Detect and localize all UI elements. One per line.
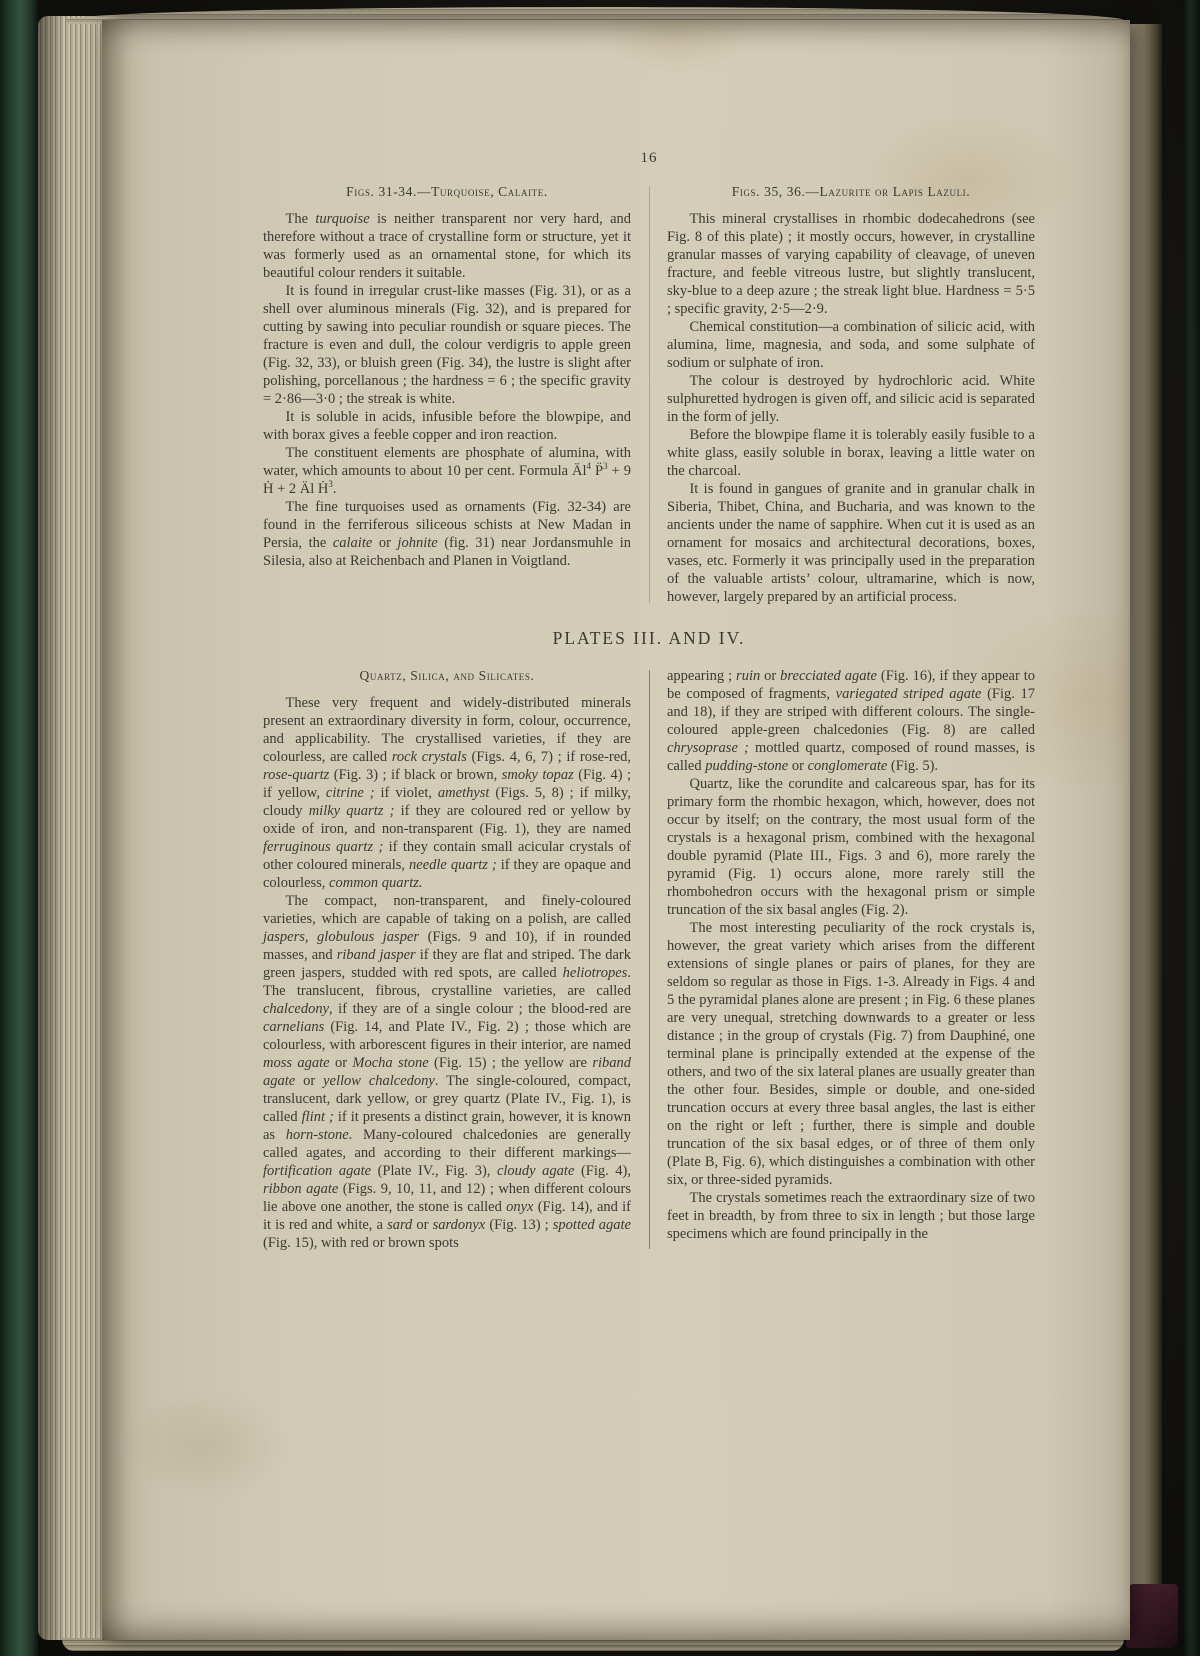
quartz-left-column: [263, 667, 631, 1252]
book-cover-right-edge: [1184, 0, 1200, 1656]
paragraph: The most interesting peculiarity of the rock crystals is, however, the great variety which arises from the different extensions of single planes or pairs of planes, for they are seldom so regular as those in Figs. 1-3. Already in Figs. 4 and 5 the pyramidal planes alone are present ; in Fig. 6 these planes are very unequal, stretching downwards to a greater or less distance ; in the group of crystals (Fig. 7) from Dauphiné, one terminal plane is principally extended at the expense of the others, and two of the six lateral planes are usually greater than the other four. Besides, simple or double, and one-sided truncation occurs at every three basal angles, the last is either on the right or left ; further, there is simple and double truncation of the six basal edges, or of three of them only (Plate B, Fig. 6), which distinguishes a combination with other six, or three-sided pyramids.: [667, 920, 1035, 1188]
book-page: [102, 20, 1130, 1640]
paragraph: Before the blowpipe flame it is tolerably easily fusible to a white glass, easily soluble in borax, leaving a little water on the charcoal.: [667, 427, 1035, 479]
quartz-right-column: [667, 667, 1035, 1252]
paragraph: This mineral crystallises in rhombic dodecahedrons (see Fig. 8 of this plate) ; it mostly occurs, however, in crystalline granular masses of varying capability of cleavage, of uneven fracture, and feeble vitreous lustre, but slightly translucent, sky-blue to a deep azure ; the streak light blue. Hardness = 5·5 ; specific gravity, 2·5—2·9.: [667, 211, 1035, 317]
plates-heading: PLATES III. AND IV.: [552, 628, 746, 648]
paragraph: It is found in gangues of granite and in granular chalk in Siberia, Thibet, China, and Bucharia, and was known to the ancients under the name of sapphire. When cut it is used as an ornament for mosaics and architectural decorations, boxes, vases, etc. Formerly it was principally used in the preparation of the valuable artists’ colour, ultramarine, which is now, however, largely prepared by an artificial process.: [667, 481, 1035, 605]
paragraph: Chemical constitution—a combination of silicic acid, with alumina, lime, magnesia, and soda, and some sulphate of sodium or sulphate of iron.: [667, 319, 1035, 371]
lazurite-heading: Figs. 35, 36.—Lazurite or Lapis Lazuli.: [731, 184, 971, 199]
top-section: [263, 183, 1035, 606]
quartz-right-paragraphs: [667, 667, 1035, 1243]
paragraph: Quartz, like the corundite and calcareous spar, has for its primary form the rhombic hexagon, which, however, does not occur by itself; on the contrary, the most usual form of the crystals is a hexagonal prism, combined with the hexagonal double pyramid (Plate III., Figs. 3 and 6), more rarely the pyramid (Fig. 1) occurs alone, more rarely still the rhombohedron occurs with the hexagonal prism or simple truncation of the six basal angles (Fig. 2).: [667, 776, 1035, 918]
paragraph: These very frequent and widely-distributed minerals present an extraordinary diversity in form, colour, occurrence, and applicability. The crystallised varieties, if they are colourless, are called rock crystals (Figs. 4, 6, 7) ; if rose-red, rose-quartz (Fig. 3) ; if black or brown, smoky topaz (Fig. 4) ; if yellow, citrine ; if violet, amethyst (Figs. 5, 8) ; if milky, cloudy milky quartz ; if they are coloured red or yellow by oxide of iron, and non-transparent (Fig. 1), they are named ferruginous quartz ; if they contain small acicular crystals of other coloured minerals, needle quartz ; if they are opaque and colourless, common quartz.: [263, 695, 632, 891]
paragraph: appearing ; ruin or brecciated agate (Fig. 16), if they appear to be composed of fragments, variegated striped agate (Fig. 17 and 18), if they are striped with different colours. The single-coloured apple-green chalcedonies (Fig. 8) are called chrysoprase ; mottled quartz, composed of round masses, is called pudding-stone or conglomerate (Fig. 5).: [667, 668, 1035, 774]
paragraph: The fine turquoises used as ornaments (Fig. 32-34) are found in the ferriferous siliceous schists at New Madan in Persia, the calaite or johnite (fig. 31) near Jordansmuhle in Silesia, also at Reichenbach and Planen in Voigtland.: [263, 499, 631, 569]
paragraph: The colour is destroyed by hydrochloric acid. White sulphuretted hydrogen is given off, and silicic acid is separated in the form of jelly.: [667, 373, 1035, 425]
page-edges-left: [38, 16, 104, 1640]
lazurite-paragraphs: [667, 210, 1035, 606]
quartz-left-paragraphs: [263, 694, 631, 1252]
page-number: 16: [640, 150, 658, 166]
cover-corner-detail: [1126, 1584, 1178, 1648]
turquoise-paragraphs: [263, 210, 631, 570]
quartz-section: [263, 667, 1035, 1252]
book-spine: [0, 0, 38, 1656]
paragraph: The compact, non-transparent, and finely-coloured varieties, which are capable of taking on a polish, are called jaspers, globulous jasper (Figs. 9 and 10), if in rounded masses, and riband jasper if they are flat and striped. The dark green jaspers, studded with red spots, are called heliotropes. The translucent, fibrous, crystalline varieties, are called chalcedony, if they are of a single colour ; the blood-red are carnelians (Fig. 14, and Plate IV., Fig. 2) ; those which are colourless, with arborescent figures in their interior, are named moss agate or Mocha stone (Fig. 15) ; the yellow are riband agate or yellow chalcedony. The single-coloured, compact, translucent, dark yellow, or grey quartz (Plate IV., Fig. 1), is called flint ; if it presents a distinct grain, however, it is known as horn-stone. Many-coloured chalcedonies are generally called agates, and according to their different markings—fortification agate (Plate IV., Fig. 3), cloudy agate (Fig. 4), ribbon agate (Figs. 9, 10, 11, and 12) ; when different colours lie above one another, the stone is called onyx (Fig. 14), and if it is red and white, a sard or sardonyx (Fig. 13) ; spotted agate (Fig. 15), with red or brown spots: [263, 893, 632, 1251]
turquoise-column: [263, 183, 631, 606]
next-page-sliver: [1128, 24, 1162, 1636]
quartz-heading: Quartz, Silica, and Silicates.: [359, 668, 535, 683]
paragraph: It is found in irregular crust-like masses (Fig. 31), or as a shell over aluminous minerals (Fig. 32), and is prepared for cutting by sawing into peculiar roundish or square pieces. The fracture is even and dull, the colour verdigris to apple green (Fig. 32, 33), or bluish green (Fig. 34), the lustre is slight after polishing, porcellanous ; the hardness = 6 ; the specific gravity = 2·86—3·0 ; the streak is white.: [263, 283, 631, 407]
paragraph: It is soluble in acids, infusible before the blowpipe, and with borax gives a feeble copper and iron reaction.: [263, 409, 631, 443]
page-content: [263, 20, 1035, 1252]
lazurite-column: [667, 183, 1035, 606]
paragraph: The constituent elements are phosphate of alumina, with water, which amounts to about 10 per cent. Formula $Äl^4$ P̈$^3$ + 9 Ḣ + 2 Äl Ḣ$^3$.: [263, 445, 631, 497]
paragraph: The turquoise is neither transparent nor very hard, and therefore without a trace of crystalline form or structure, yet it was formerly used as an ornamental stone, for which its beautiful colour renders it suitable.: [263, 211, 631, 281]
turquoise-heading: Figs. 31-34.—Turquoise, Calaite.: [346, 184, 548, 199]
paragraph: The crystals sometimes reach the extraordinary size of two feet in breadth, by from three to six in length ; but those large specimens which are found principally in the: [667, 1190, 1035, 1242]
